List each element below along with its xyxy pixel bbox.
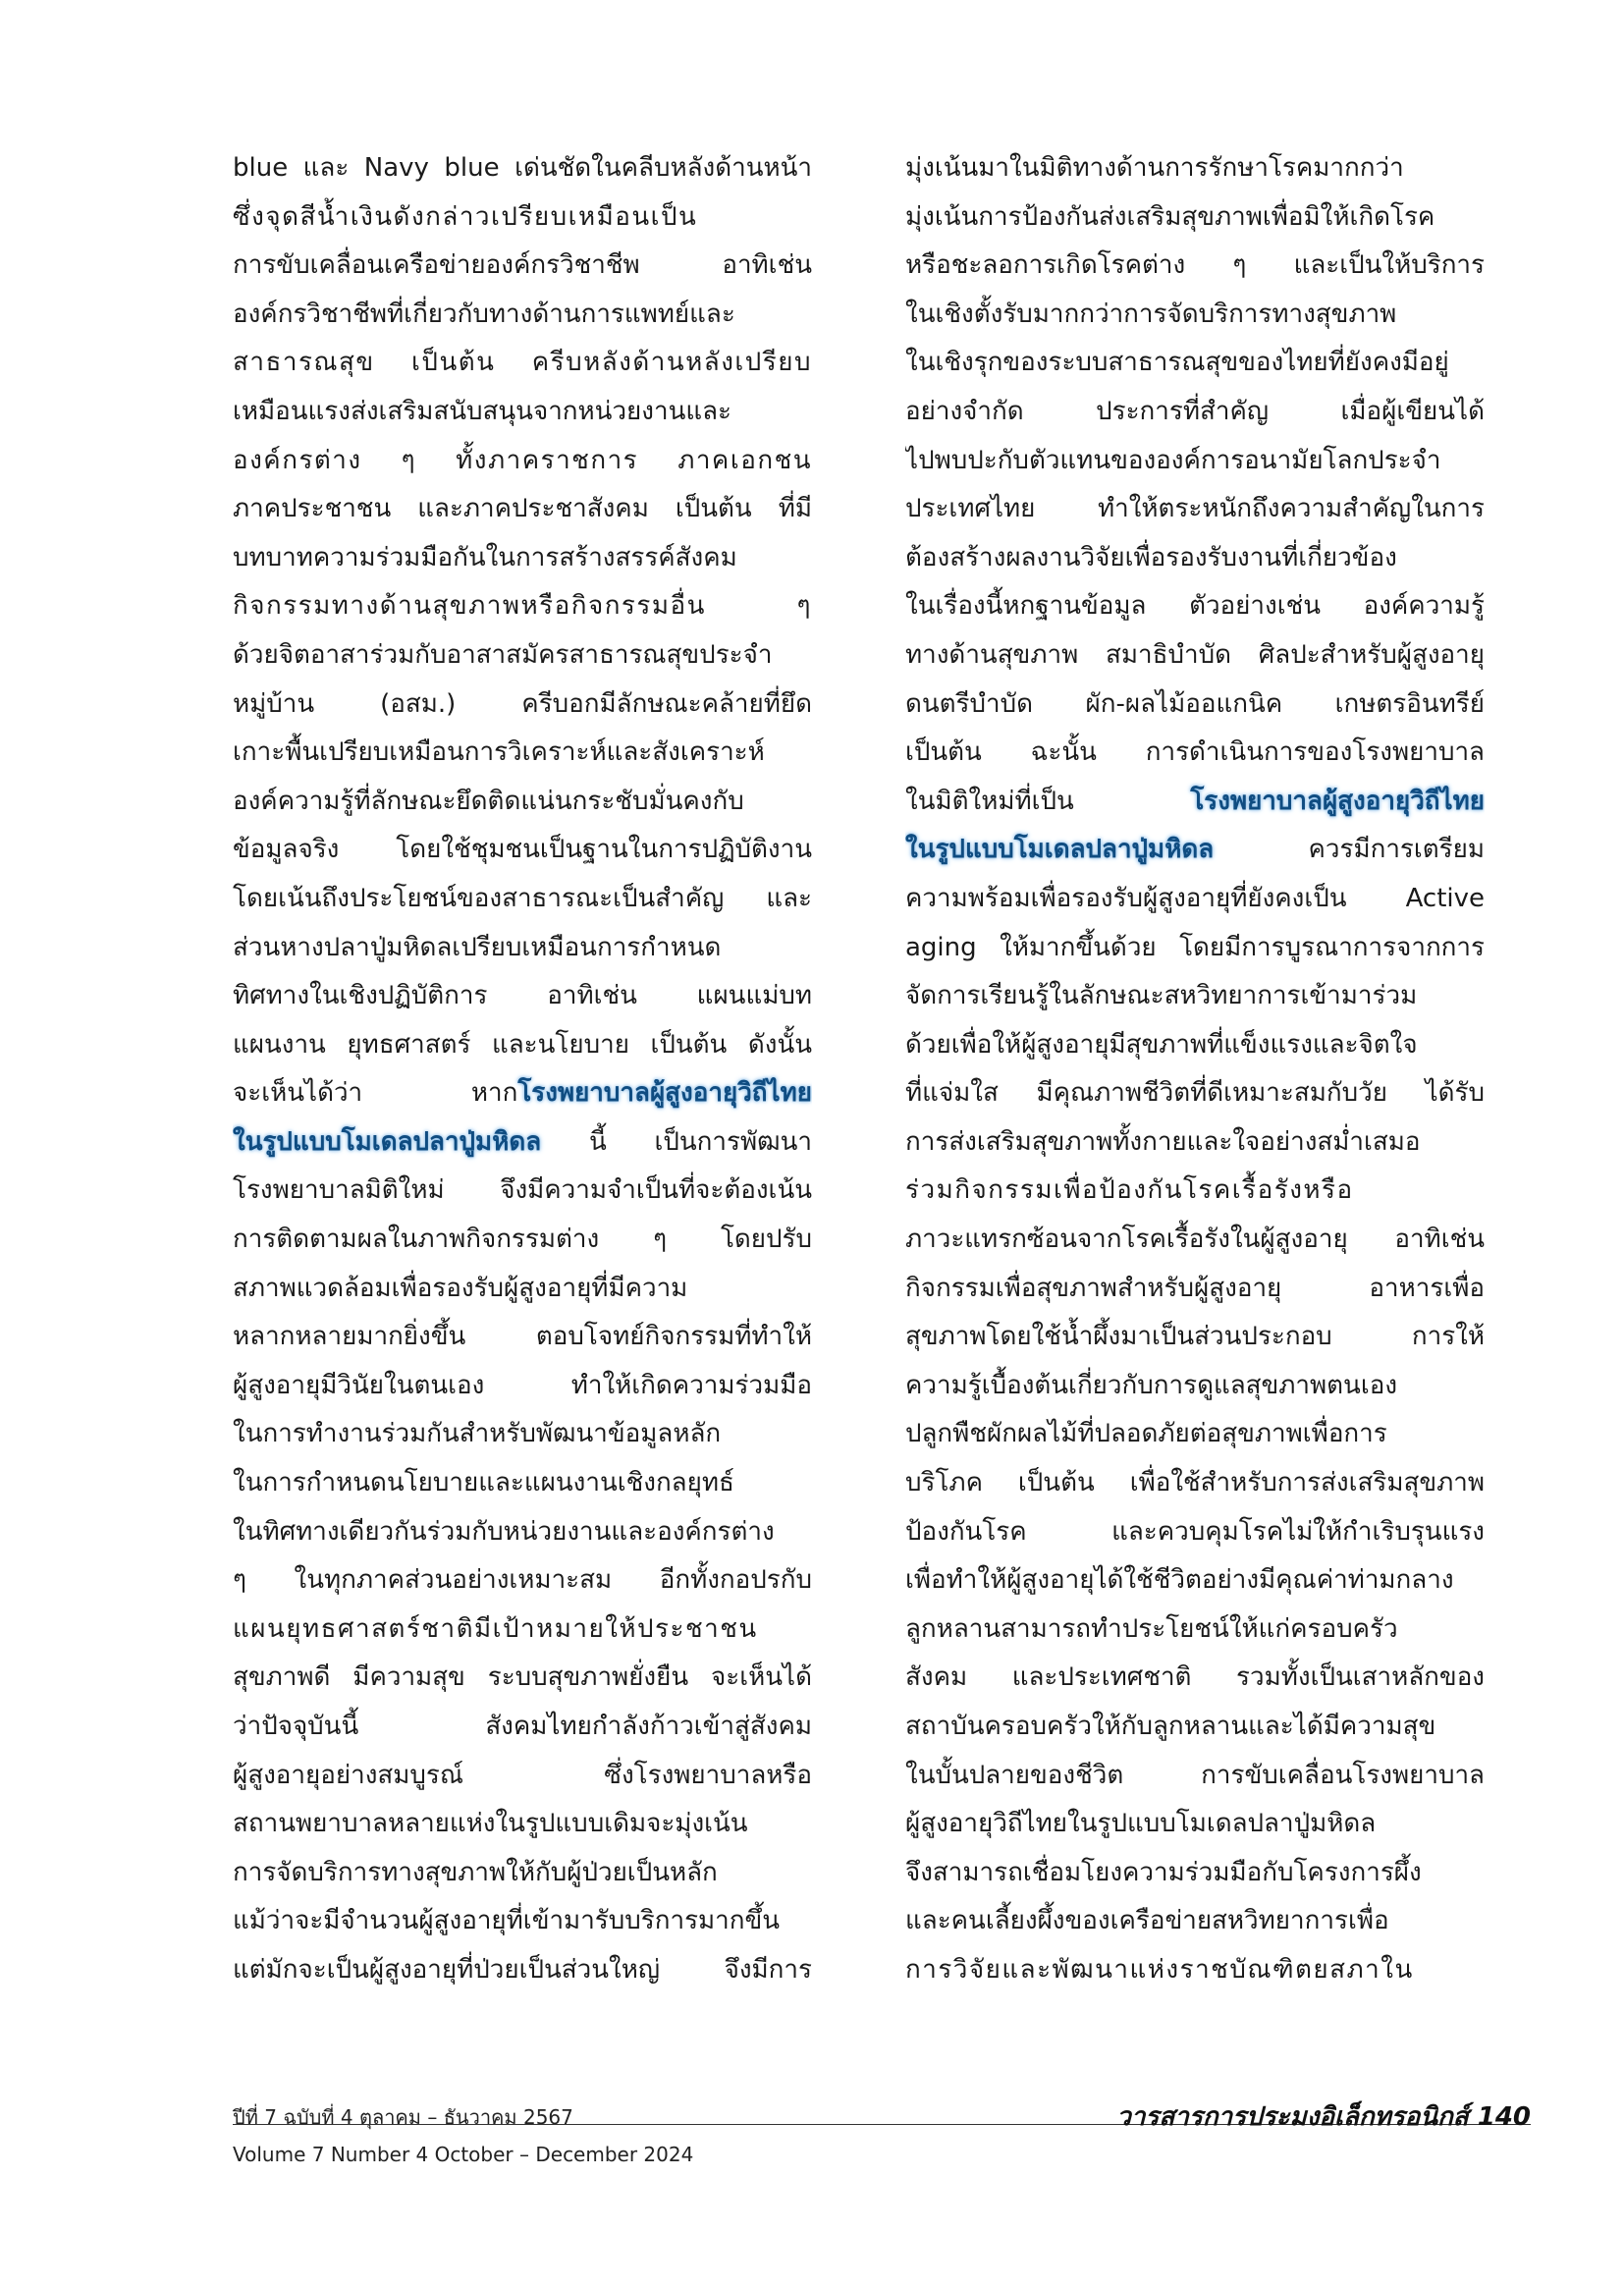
text-line: สถาบันครอบครัวให้กับลูกหลานและได้มีความสุข	[905, 1712, 1436, 1741]
text-line: องค์กรต่าง ๆ ทั้งภาคราชการ ภาคเอกชน	[233, 445, 812, 475]
text-line: ลูกหลานสามารถทำประโยชน์ให้แก่ครอบครัว	[905, 1613, 1398, 1644]
text-line: แผนยุทธศาสตร์ชาติมีเป้าหมายให้ประชาชน	[233, 1613, 758, 1644]
text-line: ประเทศไทย ทำให้ตระหนักถึงความสำคัญในการ	[905, 494, 1485, 524]
text-line: มุ่งเน้นการป้องกันส่งเสริมสุขภาพเพื่อมิให้เกิดโรค	[905, 201, 1435, 232]
text-line: ปลูกพืชผักผลไม้ที่ปลอดภัยต่อสุขภาพเพื่อการ	[905, 1419, 1387, 1449]
text-line: สถานพยาบาลหลายแห่งในรูปแบบเดิมจะมุ่งเน้น	[233, 1809, 748, 1839]
text-line	[905, 826, 1485, 875]
text-line: ผู้สูงอายุวิถีไทยในรูปแบบโมเดลปลาปู่มหิดล	[905, 1809, 1377, 1839]
text-line: อย่างจำกัด ประการที่สำคัญ เมื่อผู้เขียนได้	[905, 396, 1485, 426]
text-line: สุขภาพดี มีความสุข ระบบสุขภาพยั่งยืน จะเห็นได้	[233, 1662, 812, 1693]
text-line: เกาะพื้นเปรียบเหมือนการวิเคราะห์และสังเคราะห์	[233, 737, 765, 768]
text-line: ร่วมกิจกรรมเพื่อป้องกันโรคเรื้อรังหรือ	[905, 1175, 1354, 1206]
text-line: สังคม และประเทศชาติ รวมทั้งเป็นเสาหลักของ	[905, 1662, 1485, 1693]
text-line: บริโภค เป็นต้น เพื่อใช้สำหรับการส่งเสริมสุขภาพ	[905, 1468, 1485, 1498]
text-line	[233, 1118, 812, 1168]
text-line: หรือชะลอการเกิดโรคต่าง ๆ และเป็นให้บริการ	[905, 250, 1485, 281]
text-line: การติดตามผลในภาพกิจกรรมต่าง ๆ โดยปรับ	[233, 1225, 812, 1255]
text-line: สภาพแวดล้อมเพื่อรองรับผู้สูงอายุที่มีความ	[233, 1273, 688, 1303]
text-line	[905, 778, 1485, 827]
text-line: ต้องสร้างผลงานวิจัยเพื่อรองรับงานที่เกี่ยวข้อง	[905, 542, 1397, 572]
text-line: ความรู้เบื้องต้นเกี่ยวกับการดูแลสุขภาพตนเอง	[905, 1370, 1398, 1400]
text-line: ในการทำงานร่วมกันสำหรับพัฒนาข้อมูลหลัก	[233, 1419, 722, 1449]
text-line: การส่งเสริมสุขภาพทั้งกายและใจอย่างสม่ำเสมอ	[905, 1126, 1421, 1157]
text-line: ว่าปัจจุบันนี้ สังคมไทยกำลังก้าวเข้าสู่สังคม	[233, 1712, 812, 1741]
right-text-column	[905, 144, 1485, 1995]
text-line: และคนเลี้ยงผึ้งของเครือข่ายสหวิทยาการเพื่อ	[905, 1906, 1389, 1936]
text-line: ในเชิงตั้งรับมากกว่าการจัดบริการทางสุขภาพ	[905, 299, 1397, 329]
footer-issue-english: Volume 7 Number 4 October – December 2024	[233, 2143, 694, 2166]
text-line: หมู่บ้าน (อสม.) ครีบอกมีลักษณะคล้ายที่ยึด	[233, 688, 812, 719]
text-line: แต่มักจะเป็นผู้สูงอายุที่ป่วยเป็นส่วนใหญ่ จึงมีการ	[233, 1954, 812, 1985]
text-line: ในบั้นปลายของชีวิต การขับเคลื่อนโรงพยาบาล	[905, 1760, 1485, 1790]
text-line: ด้วยเพื่อให้ผู้สูงอายุมีสุขภาพที่แข็งแรงและจิตใจ	[905, 1029, 1418, 1060]
text-line: ภาคประชาชน และภาคประชาสังคม เป็นต้น ที่มี	[233, 494, 812, 524]
text-line: จัดการเรียนรู้ในลักษณะสหวิทยาการเข้ามาร่วม	[905, 981, 1418, 1011]
text-line: ด้วยจิตอาสาร่วมกับอาสาสมัครสาธารณสุขประจำ	[233, 639, 773, 670]
text-line: เพื่อทำให้ผู้สูงอายุได้ใช้ชีวิตอย่างมีคุณค่าท่ามกลาง	[905, 1565, 1454, 1596]
left-text-column	[233, 144, 812, 1995]
footer-issue-thai: ปีที่ 7 ฉบับที่ 4 ตุลาคม – ธันวาคม 2567	[233, 2105, 573, 2129]
text-line: ซึ่งจุดสีน้ำเงินดังกล่าวเปรียบเหมือนเป็น	[233, 201, 698, 232]
text-line: ทางด้านสุขภาพ สมาธิบำบัด ศิลปะสำหรับผู้สูงอายุ	[905, 639, 1485, 670]
highlighted-hospital-name: ในรูปแบบโมเดลปลาปู่มหิดล	[905, 835, 1215, 865]
text-line: กิจกรรมทางด้านสุขภาพหรือกิจกรรมอื่น ๆ	[233, 591, 812, 622]
text-line: การจัดบริการทางสุขภาพให้กับผู้ป่วยเป็นหลัก	[233, 1857, 718, 1887]
text-line: องค์กรวิชาชีพที่เกี่ยวกับทางด้านการแพทย์และ	[233, 299, 735, 329]
text-line: แม้ว่าจะมีจำนวนผู้สูงอายุที่เข้ามารับบริการมากขึ้น	[233, 1906, 781, 1936]
text-line: กิจกรรมเพื่อสุขภาพสำหรับผู้สูงอายุ อาหารเพื่อ	[905, 1273, 1485, 1303]
text-line: ในเชิงรุกของระบบสาธารณสุขของไทยที่ยังคงมีอยู่	[905, 348, 1449, 378]
highlighted-hospital-name: โรงพยาบาลผู้สูงอายุวิถีไทย	[1190, 786, 1485, 816]
text-line: aging ให้มากขึ้นด้วย โดยมีการบูรณาการจากการ	[905, 932, 1485, 962]
text-line: การขับเคลื่อนเครือข่ายองค์กรวิชาชีพ อาทิเช่น	[233, 250, 812, 281]
text-line: ป้องกันโรค และควบคุมโรคไม่ให้กำเริบรุนแรง	[905, 1516, 1485, 1547]
text-line: จึงสามารถเชื่อมโยงความร่วมมือกับโครงการผึ้ง	[905, 1857, 1422, 1887]
line-text: ในมิติใหม่ที่เป็น	[905, 786, 1191, 816]
text-line: ไปพบปะกับตัวแทนขององค์การอนามัยโลกประจำ	[905, 445, 1441, 475]
line-text: นี้ เป็นการพัฒนา	[541, 1126, 812, 1157]
text-line: มุ่งเน้นมาในมิติทางด้านการรักษาโรคมากกว่า	[905, 153, 1404, 183]
line-text: ควรมีการเตรียม	[1214, 835, 1485, 865]
text-line: แผนงาน ยุทธศาสตร์ และนโยบาย เป็นต้น ดังนั้น	[233, 1029, 812, 1060]
text-line: หลากหลายมากยิ่งขึ้น ตอบโจทย์กิจกรรมที่ทำให้	[233, 1322, 812, 1352]
footer-journal-title: วารสารการประมงอิเล็กทรอนิกส์ 140	[1116, 2102, 1531, 2132]
text-line: เหมือนแรงส่งเสริมสนับสนุนจากหน่วยงานและ	[233, 396, 732, 426]
text-line: ผู้สูงอายุอย่างสมบูรณ์ ซึ่งโรงพยาบาลหรือ	[233, 1760, 812, 1790]
text-line: ข้อมูลจริง โดยใช้ชุมชนเป็นฐานในการปฏิบัติงาน	[233, 835, 812, 865]
text-line: ส่วนหางปลาปู่มหิดลเปรียบเหมือนการกำหนด	[233, 932, 722, 962]
text-line: ทิศทางในเชิงปฏิบัติการ อาทิเช่น แผนแม่บท	[233, 981, 812, 1011]
text-line: บทบาทความร่วมมือกันในการสร้างสรรค์สังคม	[233, 542, 737, 572]
text-line: ในทิศทางเดียวกันร่วมกับหน่วยงานและองค์กรต่าง	[233, 1516, 775, 1547]
highlighted-hospital-name: โรงพยาบาลผู้สูงอายุวิถีไทย	[517, 1078, 812, 1109]
text-line: โดยเน้นถึงประโยชน์ของสาธารณะเป็นสำคัญ และ	[233, 883, 812, 913]
text-line: การวิจัยและพัฒนาแห่งราชบัณฑิตยสภาใน	[905, 1954, 1414, 1985]
text-line	[233, 1069, 812, 1118]
text-line: โรงพยาบาลมิติใหม่ จึงมีความจำเป็นที่จะต้องเน้น	[233, 1175, 812, 1206]
text-line: ในการกำหนดนโยบายและแผนงานเชิงกลยุทธ์	[233, 1468, 734, 1498]
text-line: ความพร้อมเพื่อรองรับผู้สูงอายุที่ยังคงเป็น Active	[905, 883, 1485, 913]
text-line: องค์ความรู้ที่ลักษณะยึดติดแน่นกระชับมั่นคงกับ	[233, 786, 744, 816]
text-line: ผู้สูงอายุมีวินัยในตนเอง ทำให้เกิดความร่วมมือ	[233, 1370, 812, 1400]
text-line: สาธารณสุข เป็นต้น ครีบหลังด้านหลังเปรียบ	[233, 348, 812, 378]
text-line: ในเรื่องนี้หกฐานข้อมูล ตัวอย่างเช่น องค์ความรู้	[905, 591, 1485, 622]
text-line: blue และ Navy blue เด่นชัดในคลีบหลังด้านหน้า	[233, 153, 812, 183]
line-text: จะเห็นได้ว่า หาก	[233, 1078, 518, 1109]
text-line: สุขภาพโดยใช้น้ำผึ้งมาเป็นส่วนประกอบ การให้	[905, 1322, 1485, 1352]
highlighted-hospital-name: ในรูปแบบโมเดลปลาปู่มหิดล	[233, 1126, 542, 1157]
text-line: ที่แจ่มใส มีคุณภาพชีวิตที่ดีเหมาะสมกับวัย ได้รับ	[905, 1078, 1485, 1109]
text-line: ภาวะแทรกซ้อนจากโรคเรื้อรังในผู้สูงอายุ อาทิเช่น	[905, 1225, 1485, 1255]
text-line: ๆ ในทุกภาคส่วนอย่างเหมาะสม อีกทั้งกอปรกับ	[233, 1565, 812, 1596]
text-line: เป็นต้น ฉะนั้น การดำเนินการของโรงพยาบาล	[905, 737, 1485, 768]
text-line: ดนตรีบำบัด ผัก-ผลไม้ออแกนิค เกษตรอินทรีย์	[905, 688, 1485, 719]
